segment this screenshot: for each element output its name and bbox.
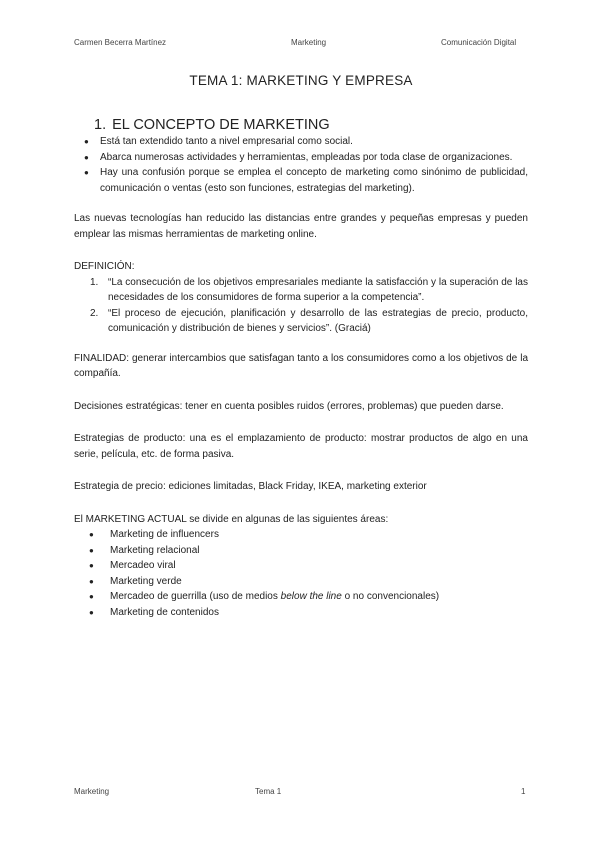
area-text: Marketing de contenidos [110,606,219,618]
area-text: Mercadeo de guerrilla (uso de medios [110,591,281,602]
document-title: TEMA 1: MARKETING Y EMPRESA [189,73,413,88]
list-item [74,558,528,574]
item-number: 1. [90,276,99,288]
section-title: EL CONCEPTO DE MARKETING [112,117,330,133]
bullet-icon: ● [89,607,94,617]
bullet-icon: ● [89,592,94,601]
definition-list [74,275,528,337]
list-item [74,589,528,605]
footer-topic: Tema 1 [255,787,282,796]
list-item [74,543,528,559]
bullet-icon: ● [89,530,94,539]
footer-subject: Marketing [74,787,110,796]
bullet-icon: ● [84,168,89,177]
paragraph-technology: Las nuevas tecnologías han reducido las distancias entre grandes y pequeñas empresas y pueden emplear las mismas herramientas de marketing online. [74,213,528,240]
header-author: Carmen Becerra Martínez [74,38,167,47]
list-item [74,574,528,590]
bullet-text: Está tan extendido tanto a nivel empresarial como social. [100,136,353,147]
bullet-icon: ● [84,152,89,162]
header-course: Comunicación Digital [441,38,517,47]
concept-bullet-list [74,134,528,196]
list-item [74,165,528,196]
bullet-icon: ● [89,545,94,555]
page-content [74,72,528,620]
section-number: 1. [94,117,107,133]
area-text-italic: below the line [280,591,342,602]
definition-label: DEFINICIÓN: [74,261,135,272]
paragraph-producto: Estrategias de producto: una es el emplazamiento de producto: mostrar productos de algo en una serie, película, etc. de forma pasiva. [74,433,528,460]
area-text: Marketing verde [110,575,182,587]
bullet-text: Hay una confusión porque se emplea el concepto de marketing como sinónimo de publicidad, comunicación o ventas (esto son funciones, estrategias del marketing). [100,167,528,194]
list-item [74,150,528,166]
definition-text: “El proceso de ejecución, planificación y desarrollo de las estrategias de precio, producto, comunicación y distribución de bienes y servicios”. (Graciá) [108,307,528,334]
current-marketing-intro: El MARKETING ACTUAL se divide en algunas de las siguientes áreas: [74,513,389,525]
area-text: Marketing relacional [110,544,200,556]
list-item [74,134,528,150]
current-marketing-list [74,527,528,620]
definition-text: “La consecución de los objetivos empresariales mediante la satisfacción y la superación de las necesidades de los consumidores de forma superior a la competencia”. [108,276,528,303]
list-item [74,306,528,337]
area-text: o no convencionales) [341,591,440,602]
paragraph-precio: Estrategia de precio: ediciones limitadas, Black Friday, IKEA, marketing exterior [74,481,427,492]
list-item [74,605,528,621]
bullet-text: Abarca numerosas actividades y herramientas, empleadas por toda clase de organizaciones. [100,151,513,163]
footer-page-number: 1 [521,787,526,796]
area-text: Marketing de influencers [110,529,219,540]
bullet-icon: ● [89,561,94,570]
item-number: 2. [90,307,99,319]
paragraph-finalidad: FINALIDAD: generar intercambios que satisfagan tanto a los consumidores como a los objetivos de la compañía. [74,352,528,379]
list-item [74,275,528,306]
list-item [74,527,528,543]
paragraph-decisiones: Decisiones estratégicas: tener en cuenta posibles ruidos (errores, problemas) que pueden darse. [74,400,504,412]
section-heading [94,116,528,134]
header-subject: Marketing [291,38,327,47]
bullet-icon: ● [89,576,94,586]
bullet-icon: ● [84,137,89,146]
area-text: Mercadeo viral [110,560,176,571]
